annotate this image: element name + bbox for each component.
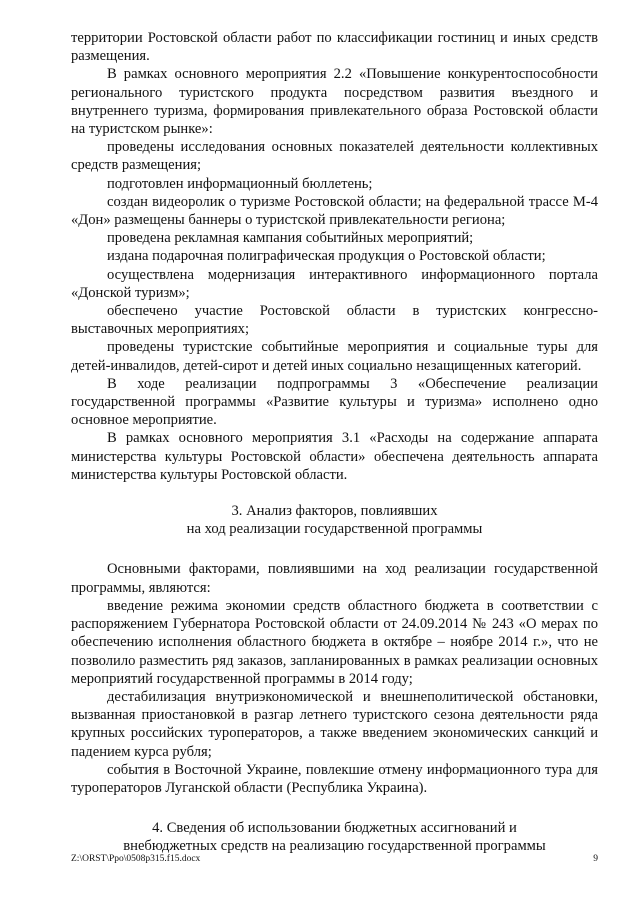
- paragraph: проведены туристские событийные мероприятия и социальные туры для детей-инвалидов, детей-сирот и детей иных социально незащищенных категорий.: [71, 339, 598, 374]
- paragraph-group-factors: [71, 560, 598, 797]
- page-number: 9: [593, 854, 598, 864]
- paragraph-group-activities: [71, 29, 598, 484]
- paragraph: В рамках основного мероприятия 2.2 «Повышение конкурентоспособности регионального туристского продукта посредством развития въездного и внутреннего туризма, формирования привлекательного образа Ростовской области на туристском рынке»:: [71, 66, 598, 138]
- section-3-heading-line-1: 3. Анализ факторов, повлиявших: [231, 503, 438, 520]
- section-4-heading: [71, 819, 598, 855]
- paragraph: территории Ростовской области работ по классификации гостиниц и иных средств размещения.: [71, 30, 598, 65]
- footer-file-path: Z:\ORST\Ppo\0508p315.f15.docx: [71, 854, 201, 864]
- paragraph: издана подарочная полиграфическая продукция о Ростовской области;: [107, 248, 546, 265]
- paragraph: В рамках основного мероприятия 3.1 «Расходы на содержание аппарата министерства культуры Ростовской области» обеспечена деятельность аппарата министерства культуры Ростовской области.: [71, 430, 598, 483]
- paragraph: введение режима экономии средств областного бюджета в соответствии с распоряжением Губернатора Ростовской области от 24.09.2014 № 243 «О мерах по обеспечению исполнения областного бюджета в октябре – ноябре 2014 г.», что не позволило разместить ряд заказов, запланированных в рамках реализации основных мероприятий государственной программы в 2014 году;: [71, 597, 598, 687]
- paragraph: обеспечено участие Ростовской области в туристских конгрессно-выставочных мероприятиях;: [71, 303, 598, 338]
- paragraph: дестабилизация внутриэкономической и внешнеполитической обстановки, вызванная приостановкой в разгар летнего туристского сезона деятельности ряда крупных российских туроператоров, а также введением экономических санкций и падением курса рубля;: [71, 688, 598, 760]
- paragraph: проведены исследования основных показателей деятельности коллективных средств размещения;: [71, 139, 598, 174]
- paragraph: создан видеоролик о туризме Ростовской области; на федеральной трассе М-4 «Дон» размещены баннеры о туристской привлекательности региона;: [71, 193, 598, 229]
- paragraph: проведена рекламная кампания событийных мероприятий;: [107, 230, 474, 247]
- paragraph: события в Восточной Украине, повлекшие отмену информационного тура для туроператоров Луганской области (Республика Украина).: [71, 761, 598, 796]
- page-footer: [71, 853, 598, 865]
- paragraph: подготовлен информационный бюллетень;: [107, 175, 373, 192]
- section-3-heading: [71, 502, 598, 538]
- paragraph: В ходе реализации подпрограммы 3 «Обеспечение реализации государственной программы «Развитие культуры и туризма» исполнено одно основное мероприятие.: [71, 375, 598, 429]
- paragraph: осуществлена модернизация интерактивного информационного портала «Донской туризм»;: [71, 266, 598, 301]
- section-3-heading-line-2: на ход реализации государственной программы: [186, 521, 483, 538]
- section-4-heading-line-2: внебюджетных средств на реализацию государственной программы: [123, 838, 546, 855]
- document-body: [71, 29, 598, 856]
- paragraph: Основными факторами, повлиявшими на ход реализации государственной программы, являются:: [71, 561, 598, 596]
- section-4-heading-line-1: 4. Сведения об использовании бюджетных ассигнований и: [152, 820, 517, 837]
